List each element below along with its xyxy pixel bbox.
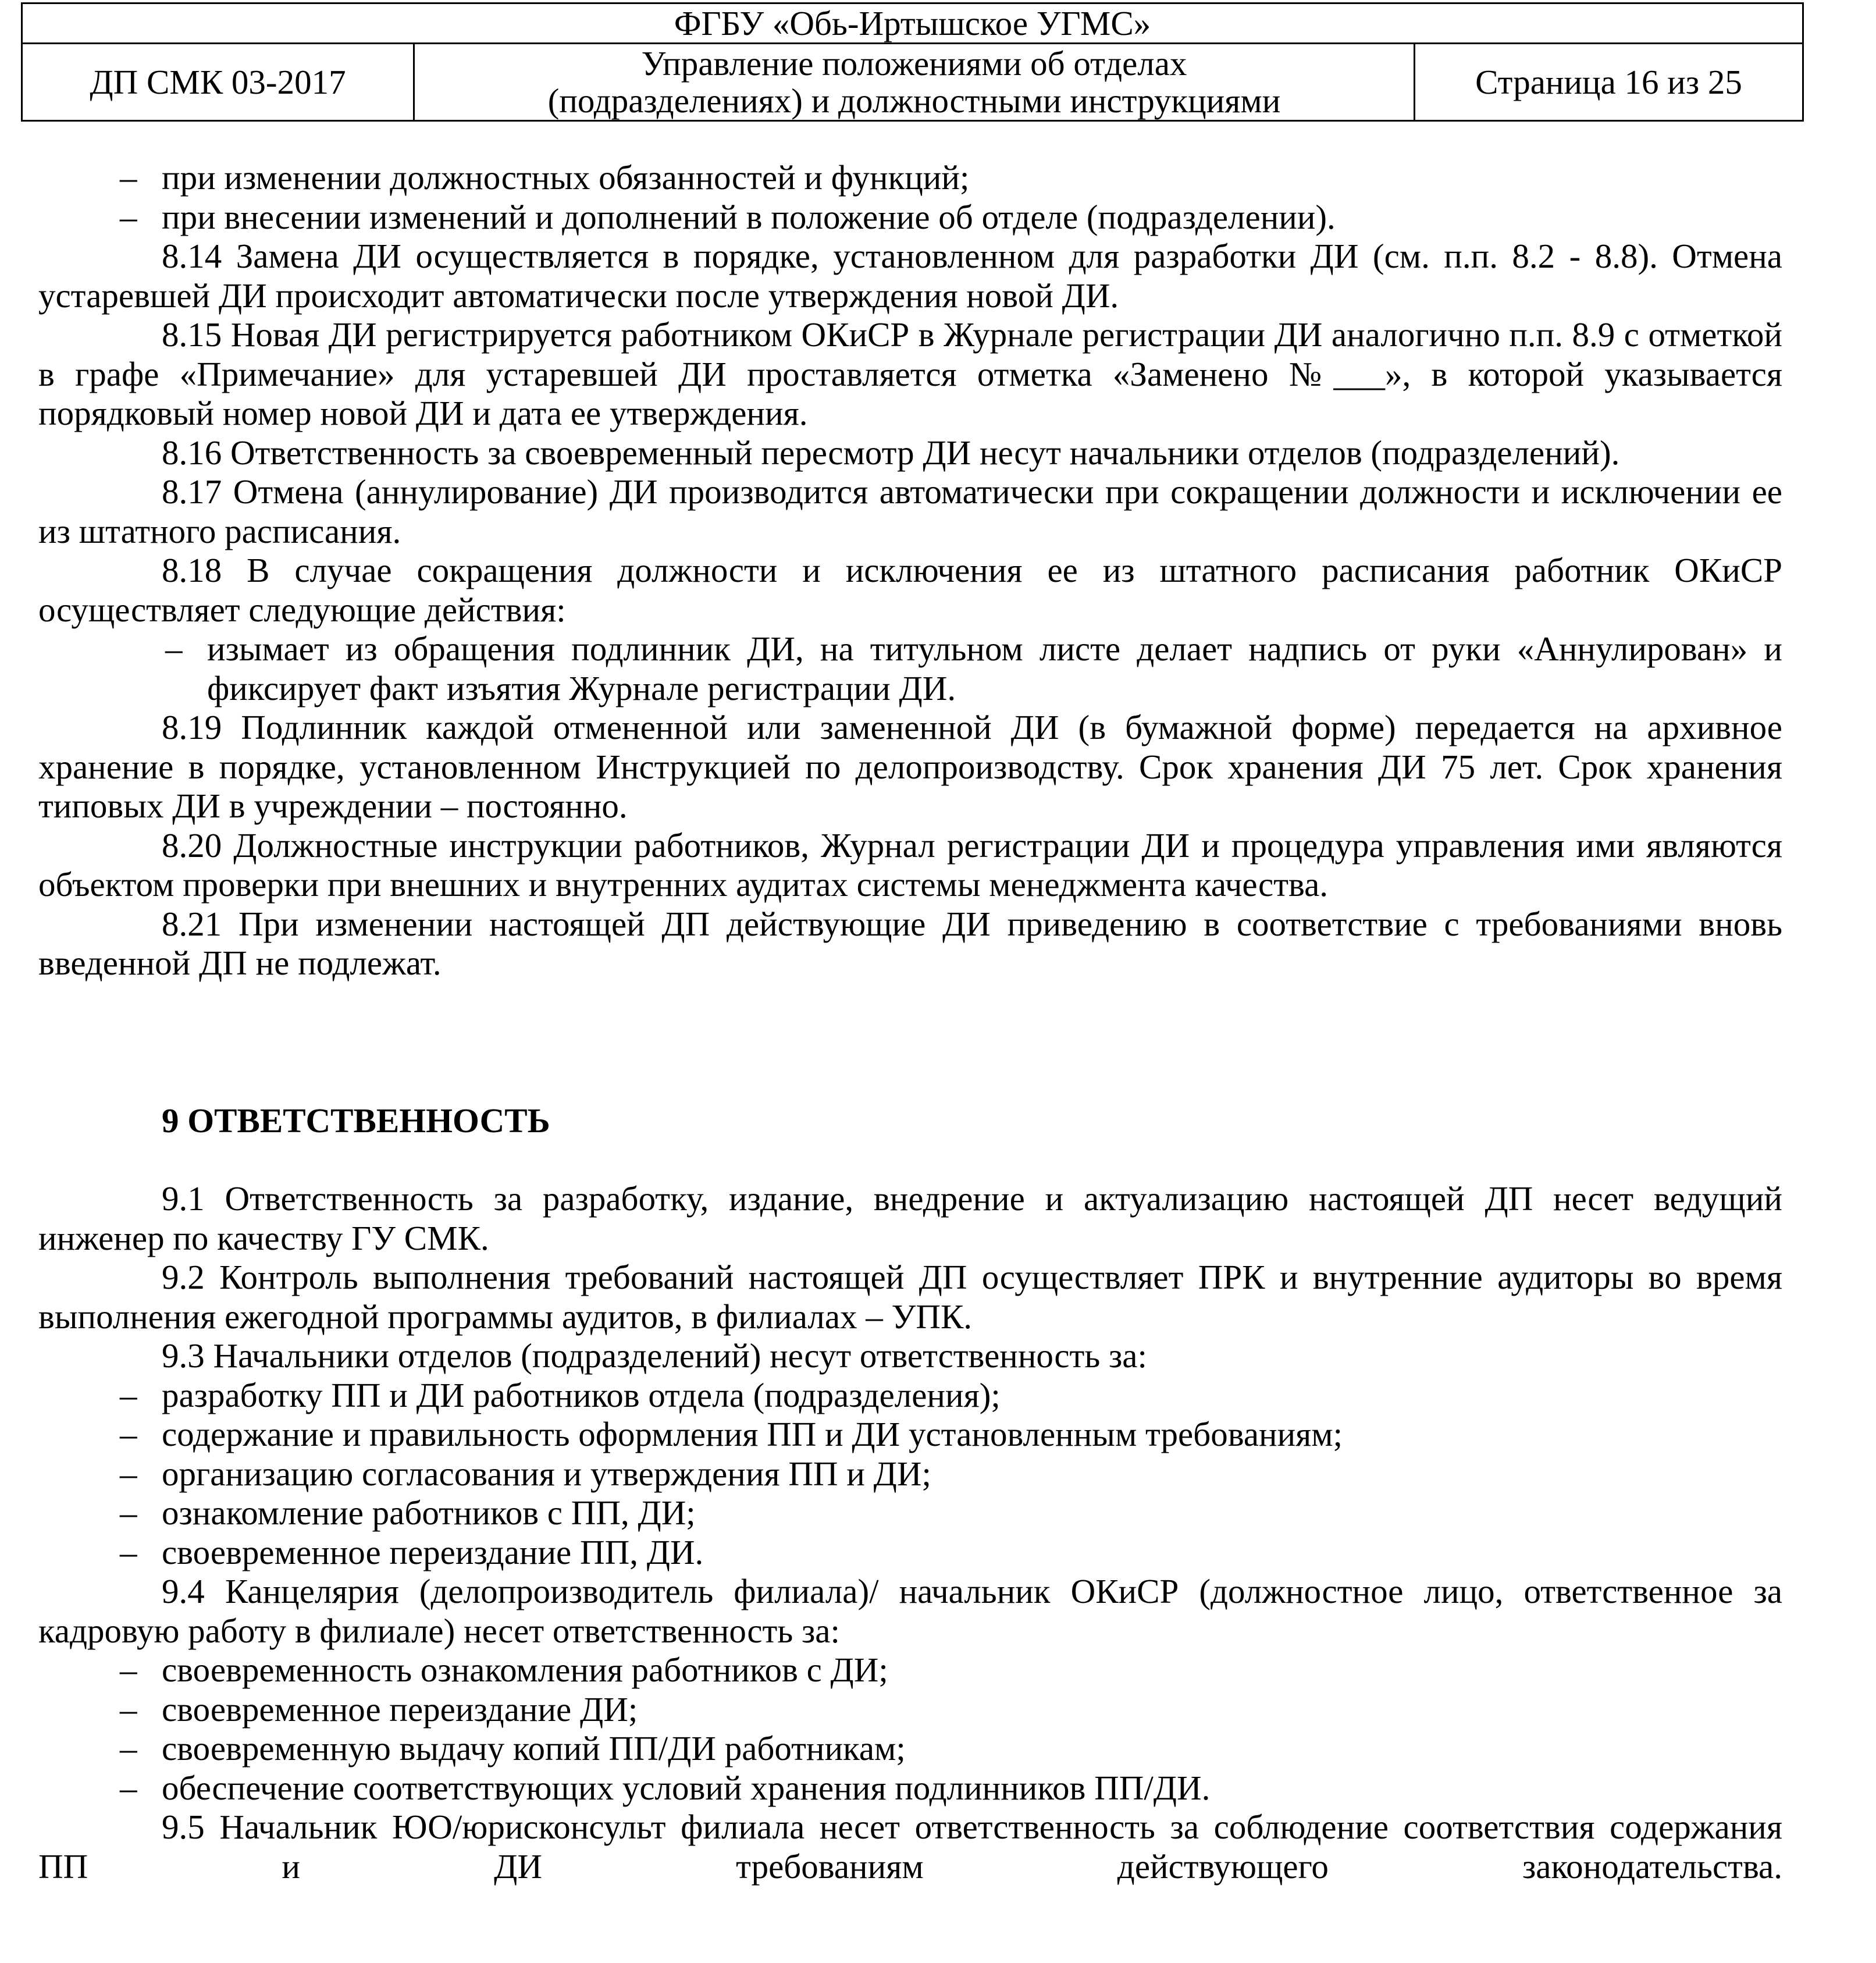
list-item-text: своевременность ознакомления работников с ДИ; [162,1651,888,1689]
list-item-text: своевременное переиздание ПП, ДИ. [162,1532,704,1571]
document-body [38,158,1782,1886]
page-number: Страница 16 из 25 [1415,44,1803,121]
list-item-text: при изменении должностных обязанностей и функций; [162,158,970,197]
spacer [38,1140,1782,1179]
document-title-line-1: Управление положениями об отделах [641,44,1187,83]
paragraph-9-4: 9.4 Канцелярия (делопроизводитель филиала)/ начальник ОКиСР (должностное лицо, ответственное за кадровую работу в филиале) несет ответственность за: [38,1572,1782,1650]
dash-marker: – [120,197,137,236]
document-header-table [21,2,1804,122]
dash-marker: – [120,1532,137,1571]
paragraph-8-16: 8.16 Ответственность за своевременный пересмотр ДИ несут начальники отделов (подразделений). [162,433,1620,472]
dash-marker: – [120,158,137,197]
dash-marker: – [120,1729,137,1768]
list-item-text: своевременную выдачу копий ПП/ДИ работникам; [162,1729,906,1768]
dash-marker: – [120,1768,137,1807]
paragraph-8-18: 8.18 В случае сокращения должности и исключения ее из штатного расписания работник ОКиСР осуществляет следующие действия: [38,551,1782,629]
paragraph-9-2: 9.2 Контроль выполнения требований настоящей ДП осуществляет ПРК и внутренние аудиторы во время выполнения ежегодной программы аудитов, в филиалах – УПК. [38,1258,1782,1336]
list-item-text: изымает из обращения подлинник ДИ, на титульном листе делает надпись от руки «Аннулирован» и фиксирует факт изъятия Журнале регистрации ДИ. [207,630,1782,707]
paragraph-9-5: 9.5 Начальник ЮО/юрисконсульт филиала несет ответственность за соблюдение соответствия содержания ПП и ДИ требованиям действующего законодательства. [38,1808,1782,1886]
list-item-text: разработку ПП и ДИ работников отдела (подразделения); [162,1375,1001,1414]
paragraph-8-20: 8.20 Должностные инструкции работников, Журнал регистрации ДИ и процедура управления ими являются объектом проверки при внешних и внутренних аудитах системы менеджмента качества. [38,826,1782,904]
list-item [38,1651,1782,1690]
dash-marker: – [120,1690,137,1729]
dash-marker: – [120,1415,137,1453]
organization-name: ФГБУ «Обь-Иртышское УГМС» [22,3,1803,44]
paragraph-9-3: 9.3 Начальники отделов (подразделений) несут ответственность за: [162,1336,1147,1375]
list-item [38,158,1782,198]
paragraph-8-21: 8.21 При изменении настоящей ДП действующие ДИ приведению в соответствие с требованиями вновь введенной ДП не подлежат. [38,904,1782,982]
document-code: ДП СМК 03-2017 [22,44,414,121]
document-title [414,44,1415,121]
list-item [38,1729,1782,1769]
paragraph-8-17: 8.17 Отмена (аннулирование) ДИ производится автоматически при сокращении должности и исключении ее из штатного расписания. [38,472,1782,550]
document-title-line-2: (подразделениях) и должностными инструкциями [547,81,1281,120]
list-item [38,1769,1782,1808]
list-item [38,1415,1782,1455]
dash-marker: – [120,1651,137,1689]
list-item [38,1533,1782,1573]
list-item-text: своевременное переиздание ДИ; [162,1690,638,1729]
section-9-heading: 9 ОТВЕТСТВЕННОСТЬ [162,1101,550,1140]
list-item-text: организацию согласования и утверждения ПП и ДИ; [162,1454,931,1493]
list-item [38,1690,1782,1730]
list-item [38,630,1782,708]
list-item-text: обеспечение соответствующих условий хранения подлинников ПП/ДИ. [162,1768,1211,1807]
paragraph-8-19: 8.19 Подлинник каждой отмененной или замененной ДИ (в бумажной форме) передается на архивное хранение в порядке, установленном Инструкцией по делопроизводству. Срок хранения ДИ 75 лет. Срок хранения типовых ДИ в учреждении – постоянно. [38,708,1782,825]
list-item [38,1376,1782,1416]
list-item [38,1493,1782,1533]
dash-marker: – [120,1454,137,1493]
dash-marker: – [120,1493,137,1532]
spacer [38,983,1782,1101]
list-item [38,1455,1782,1494]
dash-marker: – [120,1375,137,1414]
paragraph-8-15: 8.15 Новая ДИ регистрируется работником ОКиСР в Журнале регистрации ДИ аналогично п.п. 8.9 с отметкой в графе «Примечание» для устаревшей ДИ проставляется отметка «Заменено №___», в которой указывается порядковый номер новой ДИ и дата ее утверждения. [38,315,1782,432]
list-item-text: при внесении изменений и дополнений в положение об отделе (подразделении). [162,197,1336,236]
paragraph-8-14: 8.14 Замена ДИ осуществляется в порядке, установленном для разработки ДИ (см. п.п. 8.2 - 8.8). Отмена устаревшей ДИ происходит автоматически после утверждения новой ДИ. [38,237,1782,315]
paragraph-9-1: 9.1 Ответственность за разработку, издание, внедрение и актуализацию настоящей ДП несет ведущий инженер по качеству ГУ СМК. [38,1179,1782,1257]
list-item [38,198,1782,237]
dash-marker: – [165,630,183,668]
list-item-text: содержание и правильность оформления ПП и ДИ установленным требованиям; [162,1415,1343,1453]
list-item-text: ознакомление работников с ПП, ДИ; [162,1493,696,1532]
